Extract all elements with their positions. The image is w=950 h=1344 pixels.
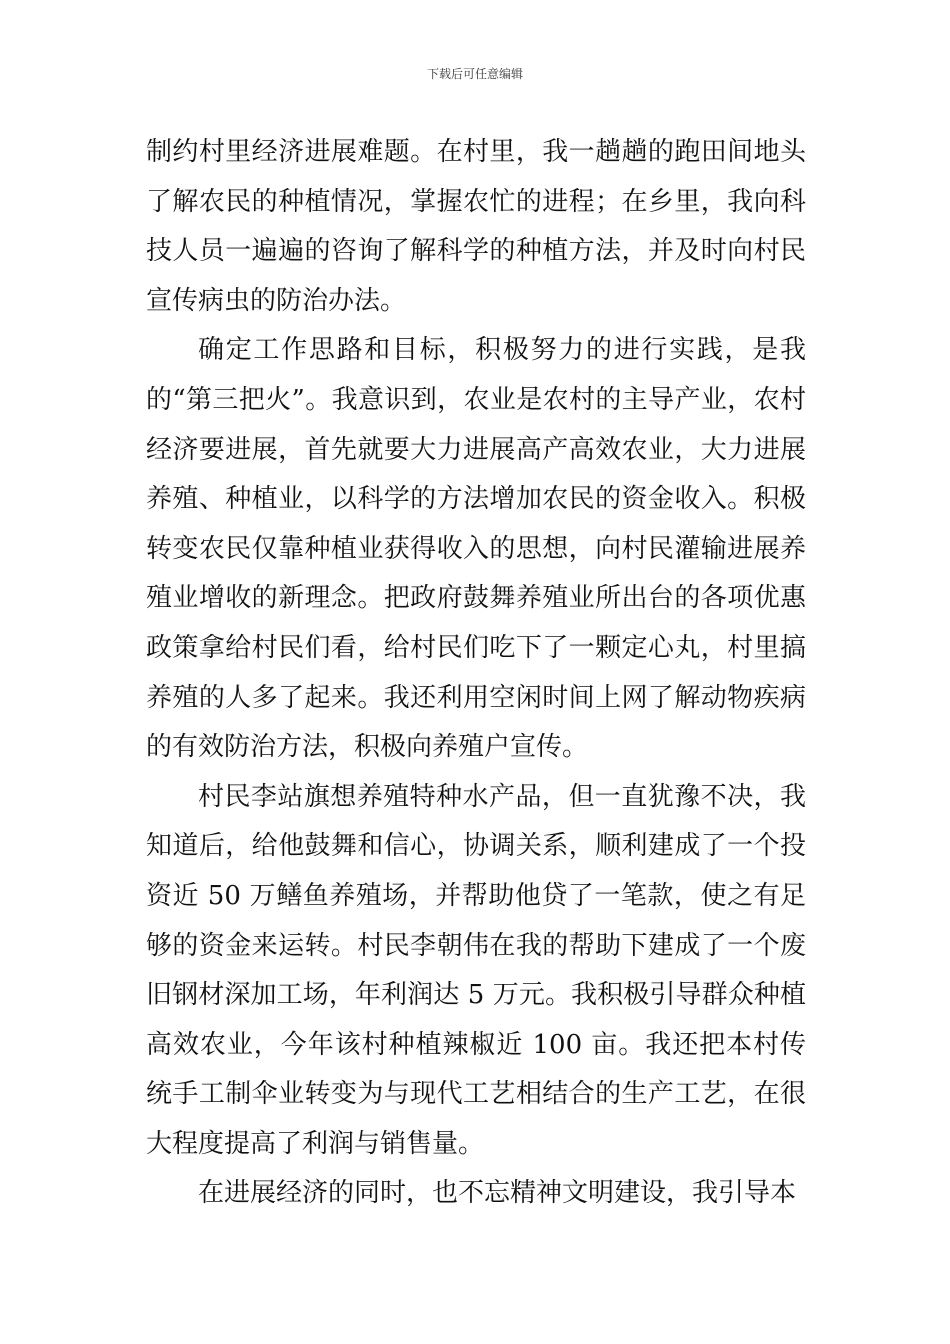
paragraph-3: 村民李站旗想养殖特种水产品，但一直犹豫不决，我知道后，给他鼓舞和信心，协调关系，顺利建成了一个投资近 50 万鳝鱼养殖场，并帮助他贷了一笔款，使之有足够的资金来运转。村民李朝伟在我的帮助下建成了一个废旧钢材深加工场，年利润达 5 万元。我积极引导群众种植高效农业，今年该村种植辣椒近 100 亩。我还把本村传统手工制伞业转变为与现代工艺相结合的生产工艺，在很大程度提高了利润与销售量。 [146,781,806,1159]
page-header: 下载后可任意编辑 [426,67,523,81]
paragraph-2: 确定工作思路和目标，积极努力的进行实践，是我的“第三把火”。我意识到，农业是农村的主导产业，农村经济要进展，首先就要大力进展高产高效农业，大力进展养殖、种植业，以科学的方法增加农民的资金收入。积极转变农民仅靠种植业获得收入的思想，向村民灌输进展养殖业增收的新理念。把政府鼓舞养殖业所出台的各项优惠政策拿给村民们看，给村民们吃下了一颗定心丸，村里搞养殖的人多了起来。我还利用空闲时间上网了解动物疾病的有效防治方法，积极向养殖户宣传。 [146,335,806,763]
paragraph-1: 制约村里经济进展难题。在村里，我一趟趟的跑田间地头了解农民的种植情况，掌握农忙的进程；在乡里，我向科技人员一遍遍的咨询了解科学的种植方法，并及时向村民宣传病虫的防治办法。 [146,137,806,316]
paragraph-4: 在进展经济的同时，也不忘精神文明建设，我引导本 [198,1178,797,1209]
document-body [146,128,806,1219]
